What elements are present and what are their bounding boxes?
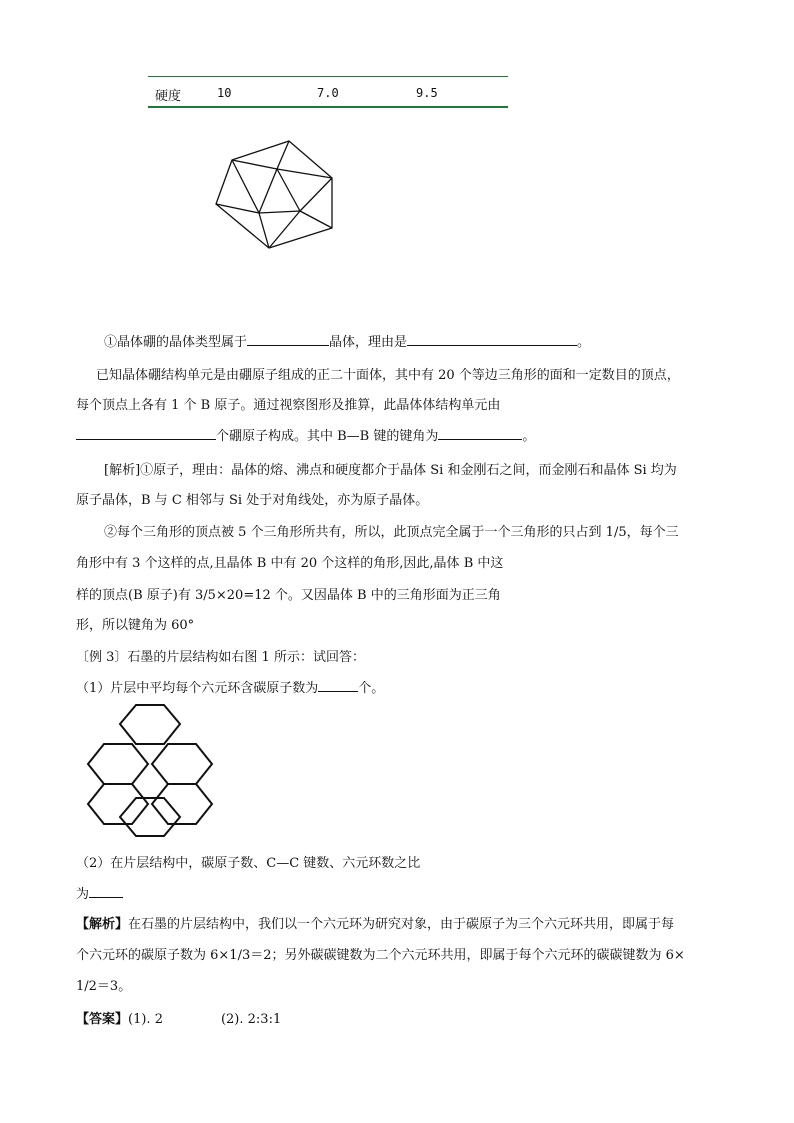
answer-line	[76, 1008, 281, 1027]
answer-tag: 【答案】	[76, 1012, 129, 1027]
analysis1-line2: 原子晶体，B 与 C 相邻与 Si 处于对角线处，亦为原子晶体。	[76, 493, 429, 508]
analysis2-line2: 个六元环的碳原子数为 6×1/3＝2；另外碳碳键数为二个六元环共用，即属于每个六元环的碳碳键数为 6×	[76, 948, 685, 963]
example3-q1-text: （1）片层中平均每个六元环含碳原子数为	[76, 681, 319, 696]
q1-line1-end: 。	[577, 335, 591, 350]
answer-blank-bond-angle[interactable]	[438, 427, 522, 440]
analysis2-line3: 1/2＝3。	[76, 979, 132, 994]
analysis2-tag: 【解析】	[76, 917, 129, 932]
q1-line4	[76, 425, 535, 444]
q1-line2: 已知晶体硼结构单元是由硼原子组成的正二十面体，其中有 20 个等边三角形的面和一定数目的顶点，	[96, 368, 680, 383]
table-cell-diamond: 10	[217, 86, 232, 100]
analysis1-line3: ②每个三角形的顶点被 5 个三角形所共有，所以，此顶点完全属于一个三角形的只占到 1/5，每个三	[104, 525, 679, 540]
table-row-label: 硬度	[155, 89, 182, 104]
example3-title: 〔例 3〕石墨的片层结构如右图 1 所示：试回答：	[76, 650, 365, 665]
analysis1-line6: 形，所以键角为 60°	[76, 618, 195, 633]
answer-blank-crystal-type[interactable]	[247, 333, 329, 346]
q1-line4-text: 个硼原子构成。其中 B—B 键的键角为	[216, 429, 439, 444]
example3-q1	[76, 677, 384, 696]
answer-blank-carbon-per-ring[interactable]	[318, 679, 358, 692]
q1-line3: 每个顶点上各有 1 个 B 原子。通过视察图形及推算，此晶体体结构单元由	[76, 398, 501, 413]
icosahedron-figure	[212, 136, 336, 252]
answer-blank-reason[interactable]	[407, 333, 577, 346]
table-top-rule	[148, 76, 508, 77]
q1-line1-text-a: ①晶体硼的晶体类型属于	[104, 335, 248, 350]
example3-q2-line1: （2）在片层结构中，碳原子数、C—C 键数、六元环数之比	[76, 856, 421, 871]
q1-line1	[104, 331, 590, 350]
answer-part1: (1). 2	[128, 1012, 163, 1027]
analysis1-line1: [解析]①原子，理由：晶体的熔、沸点和硬度都介于晶体 Si 和金刚石之间，而金刚石和晶体 Si 均为	[104, 463, 677, 478]
q1-line1-text-b: 晶体，理由是	[329, 335, 408, 350]
q1-line4-end: 。	[522, 429, 536, 444]
example3-q1-end: 个。	[358, 681, 385, 696]
answer-blank-atom-count[interactable]	[76, 427, 216, 440]
analysis1-line4: 角形中有 3 个这样的点,且晶体 B 中有 20 个这样的角形,因此,晶体 B 中这	[76, 556, 504, 571]
table-bottom-rule	[148, 106, 508, 108]
graphite-layer-figure	[86, 702, 224, 840]
analysis2-line1-text: 在石墨的片层结构中，我们以一个六元环为研究对象，由于碳原子为三个六元环共用，即属于每	[128, 917, 675, 932]
answer-blank-ratio[interactable]	[89, 885, 123, 898]
example3-q2-text: 为	[76, 887, 90, 902]
analysis1-line5: 样的顶点(B 原子)有 3/5×20=12 个。又因晶体 B 中的三角形面为正三角	[76, 588, 501, 603]
table-cell-boron: 9.5	[416, 86, 438, 100]
analysis2-line1	[76, 913, 674, 932]
table-cell-silicon: 7.0	[317, 86, 339, 100]
answer-part2: (2). 2:3:1	[220, 1012, 282, 1027]
example3-q2-line2	[76, 883, 123, 902]
